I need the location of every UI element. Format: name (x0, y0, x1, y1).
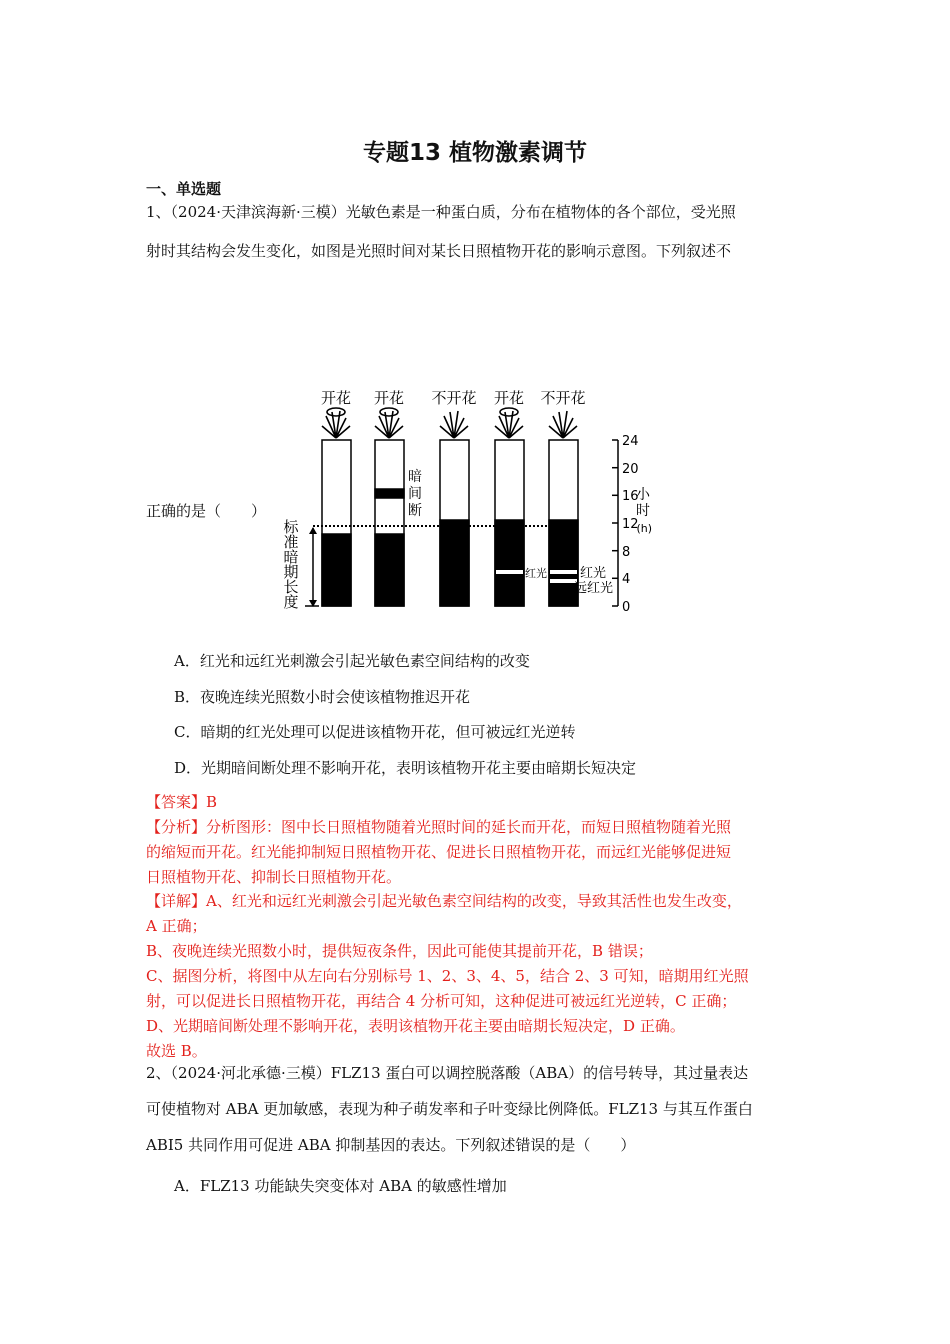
section-heading: 一、单选题 (146, 180, 222, 198)
red-light-label-2: 红光 (580, 566, 607, 581)
svg-text:24: 24 (622, 434, 639, 449)
col3-label: 不开花 (431, 389, 477, 407)
standard-dark-label (283, 518, 299, 611)
q1-text-line2: 射时其结构会发生变化，如图是光照时间对某长日照植物开花的影响示意图。下列叙述不 (146, 242, 732, 260)
q1-detail-line1: 【详解】A、红光和远红光刺激会引起光敏色素空间结构的改变，导致其活性也发生改变， (146, 892, 742, 910)
q2-text-line3: ABI5 共同作用可促进 ABA 抑制基因的表达。下列叙述错误的是（ ） (146, 1136, 636, 1154)
svg-text:(h): (h) (636, 522, 652, 535)
photoperiod-figure (275, 386, 655, 622)
plant-icons (322, 408, 577, 438)
svg-text:20: 20 (622, 462, 639, 477)
q1-analysis-line1: 【分析】分析图形：图中长日照植物随着光照时间的延长而开花，而短日照植物随着光照 (146, 818, 732, 836)
q1-analysis-line3: 日照植物开花、抑制长日照植物开花。 (146, 868, 402, 886)
q1-text-line3: 正确的是（ ） (146, 502, 267, 520)
q1-option-c: C．暗期的红光处理可以促进该植物开花，但可被远红光逆转 (174, 723, 576, 741)
q2-text-line2: 可使植物对 ABA 更加敏感，表现为种子萌发率和子叶变绿比例降低。FLZ13 与其互作蛋白 (146, 1100, 753, 1118)
page-title: 专题13 植物激素调节 (362, 140, 587, 166)
svg-text:断: 断 (408, 503, 422, 519)
q1-option-b: B．夜晚连续光照数小时会使该植物推迟开花 (174, 688, 471, 706)
axis-title (636, 487, 652, 535)
q1-option-a: A．红光和远红光刺激会引起光敏色素空间结构的改变 (174, 652, 530, 670)
col5-label: 不开花 (540, 389, 586, 407)
svg-text:4: 4 (622, 572, 631, 587)
svg-text:12: 12 (622, 517, 639, 532)
plant-icon (322, 408, 350, 438)
col1-label: 开花 (320, 389, 352, 407)
q1-text-line1: 1、（2024·天津滨海新·三模）光敏色素是一种蛋白质，分布在植物体的各个部位，受光照 (146, 203, 736, 221)
svg-text:暗: 暗 (408, 469, 422, 485)
col4-label: 开花 (493, 389, 525, 407)
svg-text:间: 间 (408, 486, 422, 502)
svg-text:度: 度 (283, 593, 299, 611)
q1-option-d: D．光期暗间断处理不影响开花，表明该植物开花主要由暗期长短决定 (174, 759, 637, 777)
svg-text:标: 标 (283, 518, 299, 536)
svg-text:时: 时 (636, 503, 650, 519)
svg-text:长: 长 (283, 578, 299, 596)
svg-text:8: 8 (622, 545, 631, 560)
q1-analysis-line2: 的缩短而开花。红光能抑制短日照植物开花、促进长日照植物开花，而远红光能够促进短 (146, 843, 732, 861)
col2-label: 开花 (373, 389, 405, 407)
plant-icon (440, 411, 468, 438)
far-red-light-label: 远红光 (574, 581, 614, 596)
q2-option-a: A．FLZ13 功能缺失突变体对 ABA 的敏感性增加 (174, 1177, 507, 1195)
plant-icon (375, 408, 403, 438)
svg-text:小: 小 (636, 487, 650, 503)
q1-detail-line3: B、夜晚连续光照数小时，提供短夜条件，因此可能使其提前开花，B 错误； (146, 942, 653, 960)
red-light-label: 红光 (525, 567, 547, 580)
svg-text:暗: 暗 (283, 548, 299, 566)
q1-detail-line6: D、光期暗间断处理不影响开花，表明该植物开花主要由暗期长短决定，D 正确。 (146, 1017, 685, 1035)
svg-text:期: 期 (283, 563, 299, 581)
q1-detail-line7: 故选 B。 (146, 1042, 207, 1060)
q1-detail-line2: A 正确； (146, 917, 207, 935)
q2-text-line1: 2、（2024·河北承德·三模）FLZ13 蛋白可以调控脱落酸（ABA）的信号转导，其过量表达 (146, 1064, 749, 1082)
q1-detail-line5: 射，可以促进长日照植物开花，再结合 4 分析可知，这种促进可被远红光逆转，C 正确； (146, 992, 737, 1010)
svg-text:准: 准 (283, 533, 299, 551)
svg-text:16: 16 (622, 489, 639, 504)
plant-icon (549, 411, 577, 438)
q1-answer: 【答案】B (146, 793, 218, 811)
dark-break-label (408, 469, 422, 519)
svg-text:0: 0 (622, 600, 631, 615)
plant-icon (495, 408, 523, 438)
q1-detail-line4: C、据图分析，将图中从左向右分别标号 1、2、3、4、5，结合 2、3 可知，暗期用红光照 (146, 967, 749, 985)
